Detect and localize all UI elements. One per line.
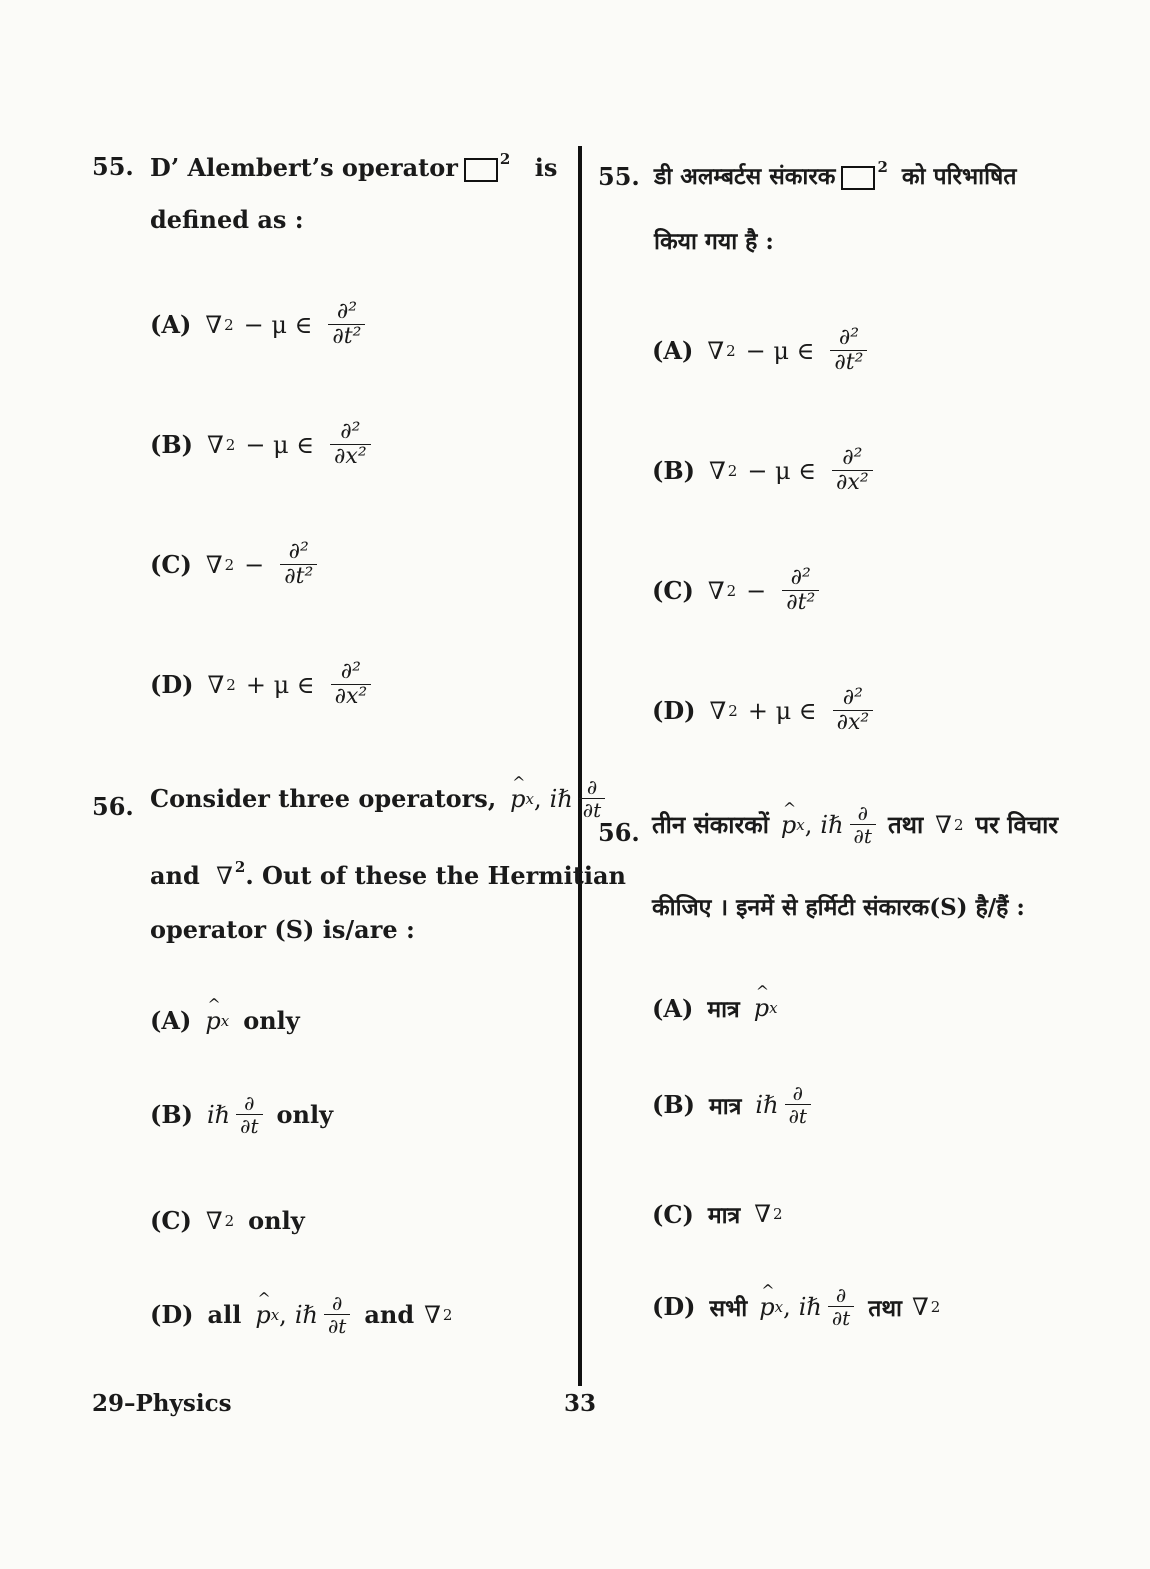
fraction: $\frac{\text{∂²}}{\text{∂x²}}$ bbox=[832, 446, 873, 495]
fraction: $\frac{\partial}{\partial t}$ bbox=[850, 802, 876, 847]
option-a[interactable]: (A) ∇ 2 − μ ∈ $\frac{\text{∂²}}{\text{∂t²}}$ bbox=[150, 300, 365, 349]
fraction: $\frac{\text{∂²}}{\text{∂t²}}$ bbox=[830, 326, 867, 375]
option-a[interactable]: (A) ∇ 2 − μ ∈ $\frac{\text{∂²}}{\text{∂t²}}$ bbox=[652, 326, 867, 375]
option-c[interactable]: (C) ∇ 2 only bbox=[150, 1206, 305, 1235]
question-number: 55. bbox=[92, 152, 134, 181]
question-text-cont: operator (S) is/are : bbox=[150, 915, 415, 944]
fraction: $\frac{\text{∂²}}{\text{∂x²}}$ bbox=[833, 686, 874, 735]
column-divider bbox=[578, 146, 582, 1386]
option-c[interactable]: (C) मात्र ∇ 2 bbox=[652, 1199, 783, 1229]
option-d[interactable]: (D) सभी ^ p x , iℏ $\frac{\partial}{\partial t}$ तथा ∇ 2 bbox=[652, 1284, 940, 1329]
option-b[interactable]: (B) iℏ $\frac{\partial}{\partial t}$ only bbox=[150, 1091, 334, 1138]
option-a[interactable]: (A) ^ p x only bbox=[150, 1006, 300, 1035]
question-text: D’ Alembert’s operator $^2$ is bbox=[150, 150, 558, 182]
option-d[interactable]: (D) ∇ 2 + μ ∈ $\frac{\text{∂²}}{\text{∂x²}}$ bbox=[150, 660, 371, 709]
question-number: 56. bbox=[598, 818, 640, 847]
question-text: तीन संकारकों ^ p x , iℏ $\frac{\partial}{\partial t}$ तथा ∇ 2 पर विचार bbox=[652, 802, 1058, 847]
option-d[interactable]: (D) all ^ p x , iℏ $\frac{\partial}{\partial t}$ and ∇ 2 bbox=[150, 1292, 452, 1337]
fraction: $\frac{\text{∂²}}{\text{∂t²}}$ bbox=[280, 540, 317, 589]
fraction: $\frac{\partial}{\partial t}$ bbox=[324, 1292, 350, 1337]
question-text-cont: कीजिए । इनमें से हर्मिटी संकारक(S) है/हैं : bbox=[652, 894, 1025, 921]
fraction: $\frac{\text{∂²}}{\text{∂t²}}$ bbox=[328, 300, 365, 349]
option-d[interactable]: (D) ∇ 2 + μ ∈ $\frac{\text{∂²}}{\text{∂x²}}$ bbox=[652, 686, 873, 735]
fraction: $\frac{\partial}{\partial t}$ bbox=[236, 1092, 262, 1137]
option-b[interactable]: (B) ∇ 2 − μ ∈ $\frac{\text{∂²}}{\text{∂x²}}$ bbox=[652, 446, 873, 495]
fraction: $\frac{\partial}{\partial t}$ bbox=[579, 776, 605, 821]
question-number: 56. bbox=[92, 792, 134, 821]
option-b[interactable]: (B) ∇ 2 − μ ∈ $\frac{\text{∂²}}{\text{∂x²}}$ bbox=[150, 420, 371, 469]
footer-subject: 29–Physics bbox=[92, 1390, 232, 1417]
option-c[interactable]: (C) ∇ 2 − $\frac{\text{∂²}}{\text{∂t²}}$ bbox=[652, 566, 819, 615]
fraction: $\frac{\partial}{\partial t}$ bbox=[785, 1082, 811, 1127]
option-c[interactable]: (C) ∇ 2 − $\frac{\text{∂²}}{\text{∂t²}}$ bbox=[150, 540, 317, 589]
option-b[interactable]: (B) मात्र iℏ $\frac{\partial}{\partial t}$ bbox=[652, 1082, 811, 1127]
question-text: डी अलम्बर्टस संकारक $^2$ को परिभाषित bbox=[654, 158, 1017, 190]
fraction: $\frac{\text{∂²}}{\text{∂t²}}$ bbox=[782, 566, 819, 615]
square-box-icon bbox=[841, 166, 875, 190]
option-a[interactable]: (A) मात्र ^ p x bbox=[652, 992, 778, 1024]
fraction: $\frac{\text{∂²}}{\text{∂x²}}$ bbox=[331, 660, 372, 709]
question-text: Consider three operators, ^ p x , iℏ $\frac{\partial}{\partial t}$ bbox=[150, 776, 605, 821]
question-text-cont: defined as : bbox=[150, 205, 304, 234]
fraction: $\frac{\text{∂²}}{\text{∂x²}}$ bbox=[330, 420, 371, 469]
question-text-cont: किया गया है : bbox=[654, 228, 774, 255]
question-number: 55. bbox=[598, 162, 640, 191]
page-number: 33 bbox=[564, 1390, 597, 1417]
question-text-cont: and ∇ $^2$. Out of these the Hermitian bbox=[150, 858, 626, 890]
square-box-icon bbox=[464, 158, 498, 182]
fraction: $\frac{\partial}{\partial t}$ bbox=[828, 1284, 854, 1329]
